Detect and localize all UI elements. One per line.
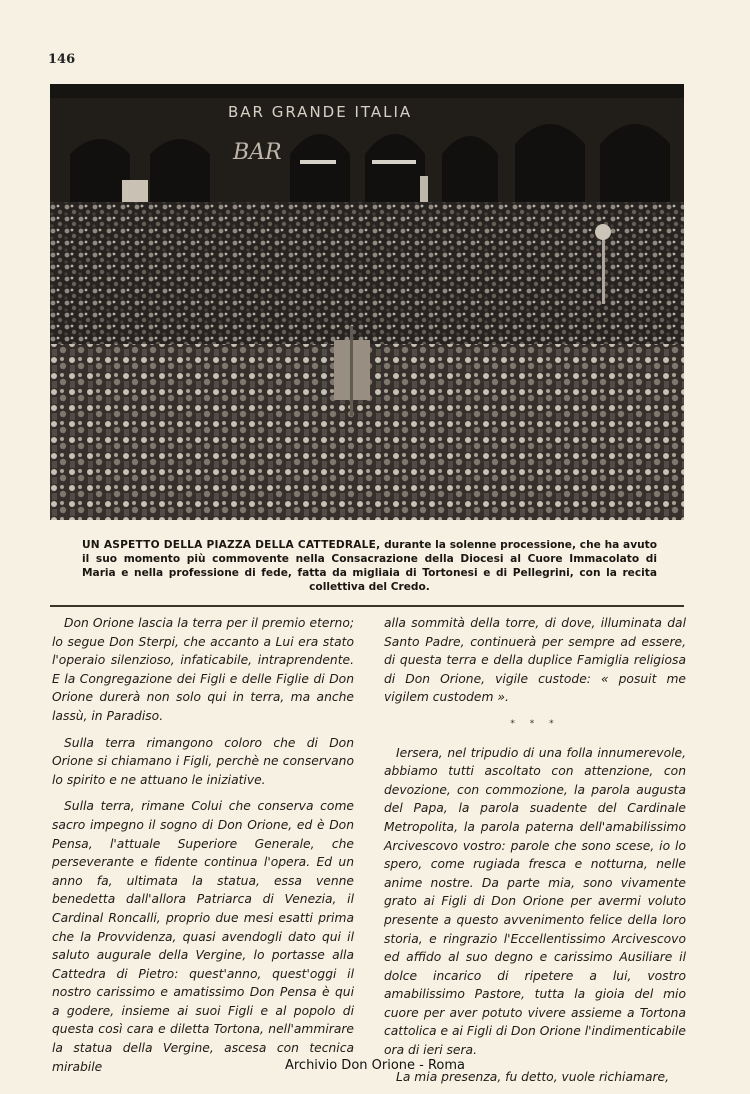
right-paragraph-1: Iersera, nel tripudio di una folla innumerevole, abbiamo tutti ascoltato con attenzione, con devozione, con commozione, la parola augusta del Papa, la parola suadente del Cardinale Metropolita, la parola paterna dell'amabilissimo Arcivescovo vostro: parole che sono scese, io lo spero, come rugiada fresca e notturna, nelle anime nostre. Da parte mia, sono vivamente grato ai Figli di Don Orione per avermi voluto presente a questo avvenimento felice della loro storia, e ringrazio l'Eccellentissimo Arcivescovo ed affido al suo degno e carissimo Ausiliare il dolce incarico di ripetere a lui, vostro amabilissimo Pastore, tutta la gioia del mio cuore per aver potuto vivere assieme a Tortona cattolica e ai Figli di Don Orione l'indimenticabile ora di ieri sera. — [384, 745, 686, 1058]
right-paragraph-2: La mia presenza, fu detto, vuole richiamare, — [396, 1069, 670, 1084]
bar-sign: BAR GRANDE ITALIA — [228, 103, 413, 121]
photo-caption — [82, 538, 657, 594]
bar-neon: BAR — [233, 140, 282, 165]
crowd-photo-drawing — [50, 84, 684, 520]
left-paragraph-1: Don Orione lascia la terra per il premio eterno; lo segue Don Sterpi, che accanto a Lui era stato l'operaio silenzioso, infaticabile, intraprendente. E la Congregazione dei Figli e delle Figlie di Don Orione durerà non solo qui in terra, ma anche lassù, in Paradiso. — [52, 616, 354, 723]
section-separator: * * * — [510, 718, 560, 729]
page-number: 146 — [48, 52, 76, 67]
left-paragraph-3: Sulla terra, rimane Colui che conserva come sacro impegno il sogno di Don Orione, ed è Don Pensa, l'attuale Superiore Generale, che perseverante e fidente continua l'opera. Ed un anno fa, ultimata la statua, essa venne benedetta dall'allora Patriarca di Venezia, il Cardinal Roncalli, proprio due mesi esatti prima che la Provvidenza, quasi avendogli dato qui il saluto augurale della Vergine, lo portasse alla Cattedra di Pietro: quest'anno, quest'oggi il nostro carissimo e amatissimo Don Pensa è qui a godere, insieme ai suoi Figli e al popolo di questa così cara e diletta Tortona, nell'ammirare la statua della Vergine, ascesa con tecnica mirabile — [52, 799, 354, 1074]
archive-footer: Archivio Don Orione - Roma — [284, 1058, 466, 1073]
article-left-column — [52, 614, 354, 1084]
left-paragraph-2: Sulla terra rimangono coloro che di Don Orione si chiamano i Figli, perchè ne conservano lo spirito e ne attuano le iniziative. — [52, 735, 354, 787]
caption-divider — [50, 605, 684, 607]
article-right-column — [384, 614, 686, 1094]
right-paragraph-continued: alla sommità della torre, di dove, illuminata dal Santo Padre, continuerà per sempre ad essere, di questa terra e della duplice Famiglia religiosa di Don Orione, vigile custode: « posuit me vigilem custodem ». — [384, 616, 686, 705]
crowd-photo — [50, 84, 684, 520]
caption-text: durante la solenne processione, che ha avuto il suo momento più commovente nella Consacrazione della Diocesi al Cuore Immacolato di Maria e nella professione di fede, fatta da migliaia di Tortonesi e di Pellegrini, con la recita collettiva del Credo. — [82, 539, 657, 593]
caption-lead: UN ASPETTO DELLA PIAZZA DELLA CATTEDRALE, — [82, 539, 381, 551]
